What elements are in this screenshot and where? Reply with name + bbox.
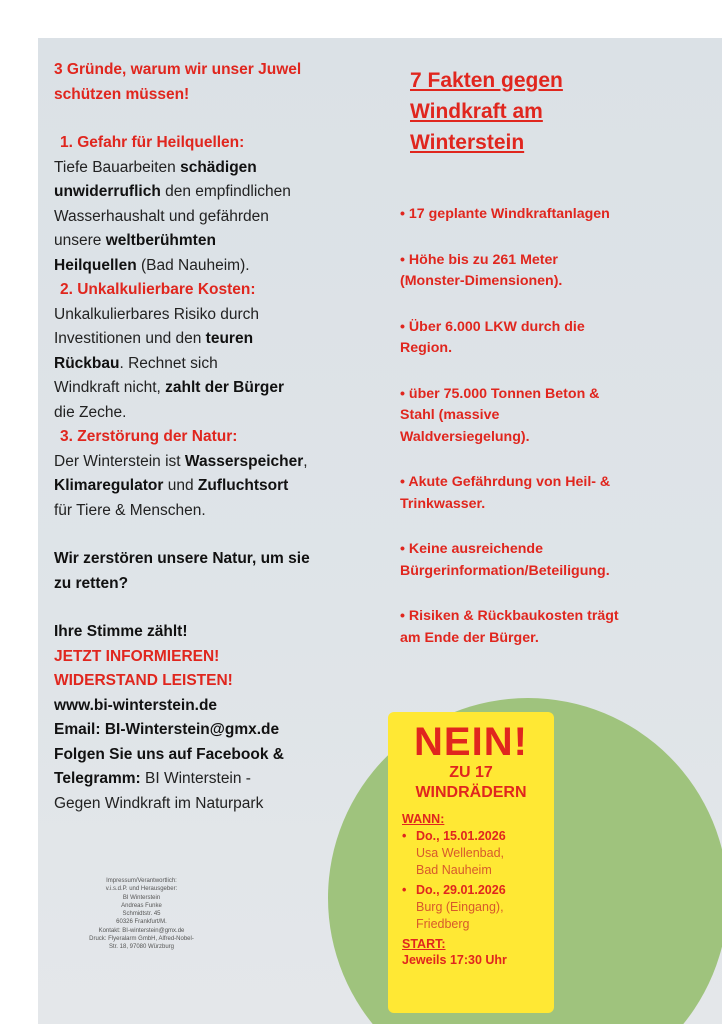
imprint-line: Schmidtstr. 45	[122, 911, 161, 918]
reason-1-bold: unwiderruflich	[54, 183, 161, 200]
bullet-icon: •	[402, 883, 407, 897]
event-place: Friedberg	[416, 917, 470, 931]
question-line-1: Wir zerstören unsere Natur, um sie	[54, 550, 310, 567]
fact-line: Region.	[400, 340, 453, 356]
nein-headline: NEIN!	[414, 720, 528, 764]
fact-item	[400, 204, 680, 226]
reason-2-bold: zahlt der Bürger	[165, 379, 284, 396]
imprint-line: v.i.s.d.P. und Herausgeber:	[105, 886, 178, 893]
reason-3-bold: Wasserspeicher	[184, 452, 304, 470]
fact-line: (Monster-Dimensionen).	[400, 273, 563, 289]
fact-line: • Keine ausreichende	[400, 541, 543, 557]
follow-line-3: Gegen Windkraft im Naturpark	[54, 794, 264, 812]
reason-3-text: und	[163, 477, 198, 494]
website-link[interactable]: www.bi-winterstein.de	[54, 696, 218, 714]
event-list	[402, 828, 554, 933]
reason-2-text: Investitionen und den	[54, 330, 206, 347]
intro-line-1: 3 Gründe, warum wir unser Juwel	[54, 61, 302, 78]
resist-line: WIDERSTAND LEISTEN!	[54, 672, 233, 689]
reason-1-title: 1. Gefahr für Heilquellen:	[60, 134, 245, 151]
event-place: Bad Nauheim	[416, 863, 492, 877]
start-time: Jeweils 17:30 Uhr	[402, 953, 507, 967]
fact-item	[400, 539, 680, 582]
windraedern-label: WINDRÄDERN	[415, 784, 527, 801]
email-label: Email:	[54, 721, 105, 738]
reason-3	[54, 425, 354, 523]
facts-list	[400, 204, 680, 649]
reason-2-text: . Rechnet sich	[119, 354, 218, 372]
imprint-line: Andreas Funke	[121, 902, 162, 909]
reason-2-bold: Rückbau	[54, 354, 120, 372]
imprint-line: Kontakt: BI-winterstein@gmx.de	[98, 927, 185, 934]
follow-line-1: Folgen Sie uns auf Facebook &	[54, 745, 284, 763]
vote-line: Ihre Stimme zählt!	[54, 623, 188, 640]
intro-heading	[54, 58, 354, 107]
zu-17-label: ZU 17	[449, 764, 493, 781]
reason-3-text: für Tiere & Menschen.	[54, 501, 206, 519]
email-line	[54, 718, 354, 743]
headline-line: Windkraft am	[410, 100, 543, 123]
reason-3-text: Der Winterstein ist	[54, 452, 185, 470]
left-column	[54, 58, 354, 816]
reason-2-bold: teuren	[205, 330, 254, 347]
wann-label: WANN:	[402, 812, 445, 826]
fact-line: Trinkwasser.	[400, 495, 486, 512]
fact-line: • Akute Gefährdung von Heil- &	[400, 474, 611, 490]
telegram-line	[54, 767, 354, 792]
reason-1-bold: Heilquellen	[54, 256, 137, 274]
bullet-icon: •	[402, 829, 407, 843]
fact-line: • Über 6.000 LKW durch die	[400, 318, 585, 335]
reason-3-bold: Klimaregulator	[54, 477, 164, 494]
event-place: Burg (Eingang),	[416, 900, 504, 914]
event-item	[402, 828, 554, 879]
fact-line: • Risiken & Rückbaukosten trägt	[400, 608, 619, 624]
imprint-line: Str. 18, 97080 Würzburg	[108, 944, 175, 951]
reason-2-text: Windkraft nicht,	[54, 379, 166, 396]
right-column	[400, 65, 680, 673]
imprint-line: Impressum/Verantwortlich:	[106, 878, 177, 884]
fact-line: • über 75.000 Tonnen Beton &	[400, 385, 600, 402]
reason-3-title: 3. Zerstörung der Natur:	[60, 428, 238, 445]
intro-line-2: schützen müssen!	[54, 85, 190, 103]
reason-2	[54, 278, 354, 425]
fact-line: Stahl (massive	[400, 407, 500, 423]
question-line-2: zu retten?	[54, 574, 129, 592]
fact-item	[400, 384, 680, 449]
reason-1-text: (Bad Nauheim).	[136, 256, 250, 274]
telegram-label: Telegramm:	[54, 770, 141, 787]
start-label: START:	[402, 937, 446, 951]
reason-1-text: Tiefe Bauarbeiten	[54, 158, 181, 176]
fact-line: • Höhe bis zu 261 Meter	[400, 251, 558, 268]
fact-item	[400, 250, 680, 293]
reason-3-body	[54, 450, 354, 524]
reason-2-text: die Zeche.	[54, 403, 127, 421]
fact-item	[400, 606, 680, 649]
imprint-line: BI Winterstein	[122, 894, 161, 901]
email-link[interactable]: BI-Winterstein@gmx.de	[104, 721, 280, 738]
imprint	[74, 877, 209, 952]
headline-line: Winterstein	[410, 131, 525, 154]
fact-line: Waldversiegelung).	[400, 428, 530, 445]
event-date: Do., 29.01.2026	[416, 883, 506, 897]
fact-line: • 17 geplante Windkraftanlagen	[400, 206, 610, 222]
event-item	[402, 882, 554, 933]
reason-1-text: Wasserhaushalt und gefährden	[54, 207, 269, 225]
headline-line: 7 Fakten gegen	[410, 69, 563, 92]
reason-2-title: 2. Unkalkulierbare Kosten:	[60, 281, 256, 298]
inform-line: JETZT INFORMIEREN!	[54, 647, 220, 665]
question	[54, 547, 354, 596]
telegram-value: BI Winterstein -	[140, 770, 251, 787]
reason-3-bold: Zufluchtsort	[197, 477, 289, 494]
event-place: Usa Wellenbad,	[416, 846, 505, 860]
reason-1-body	[54, 156, 354, 279]
reason-1-text: unsere	[54, 232, 106, 249]
reason-1-text: den empfindlichen	[160, 183, 291, 200]
fact-item	[400, 472, 680, 515]
imprint-line: Druck: Flyeralarm GmbH, Alfred-Nobel-	[89, 936, 194, 943]
fact-item	[400, 317, 680, 360]
fact-line: Bürgerinformation/Beteiligung.	[400, 562, 610, 579]
event-date: Do., 15.01.2026	[416, 829, 506, 843]
event-box	[388, 712, 554, 1013]
reason-3-text: ,	[303, 452, 308, 470]
reason-2-text: Unkalkulierbares Risiko durch	[54, 305, 260, 323]
reason-1	[54, 131, 354, 278]
reason-1-bold: weltberühmten	[105, 232, 216, 249]
reason-2-body	[54, 303, 354, 426]
fact-line: am Ende der Bürger.	[400, 629, 539, 646]
facts-headline	[410, 65, 680, 158]
reason-1-bold: schädigen	[180, 158, 257, 176]
imprint-line: 60326 Frankfurt/M.	[116, 919, 167, 926]
